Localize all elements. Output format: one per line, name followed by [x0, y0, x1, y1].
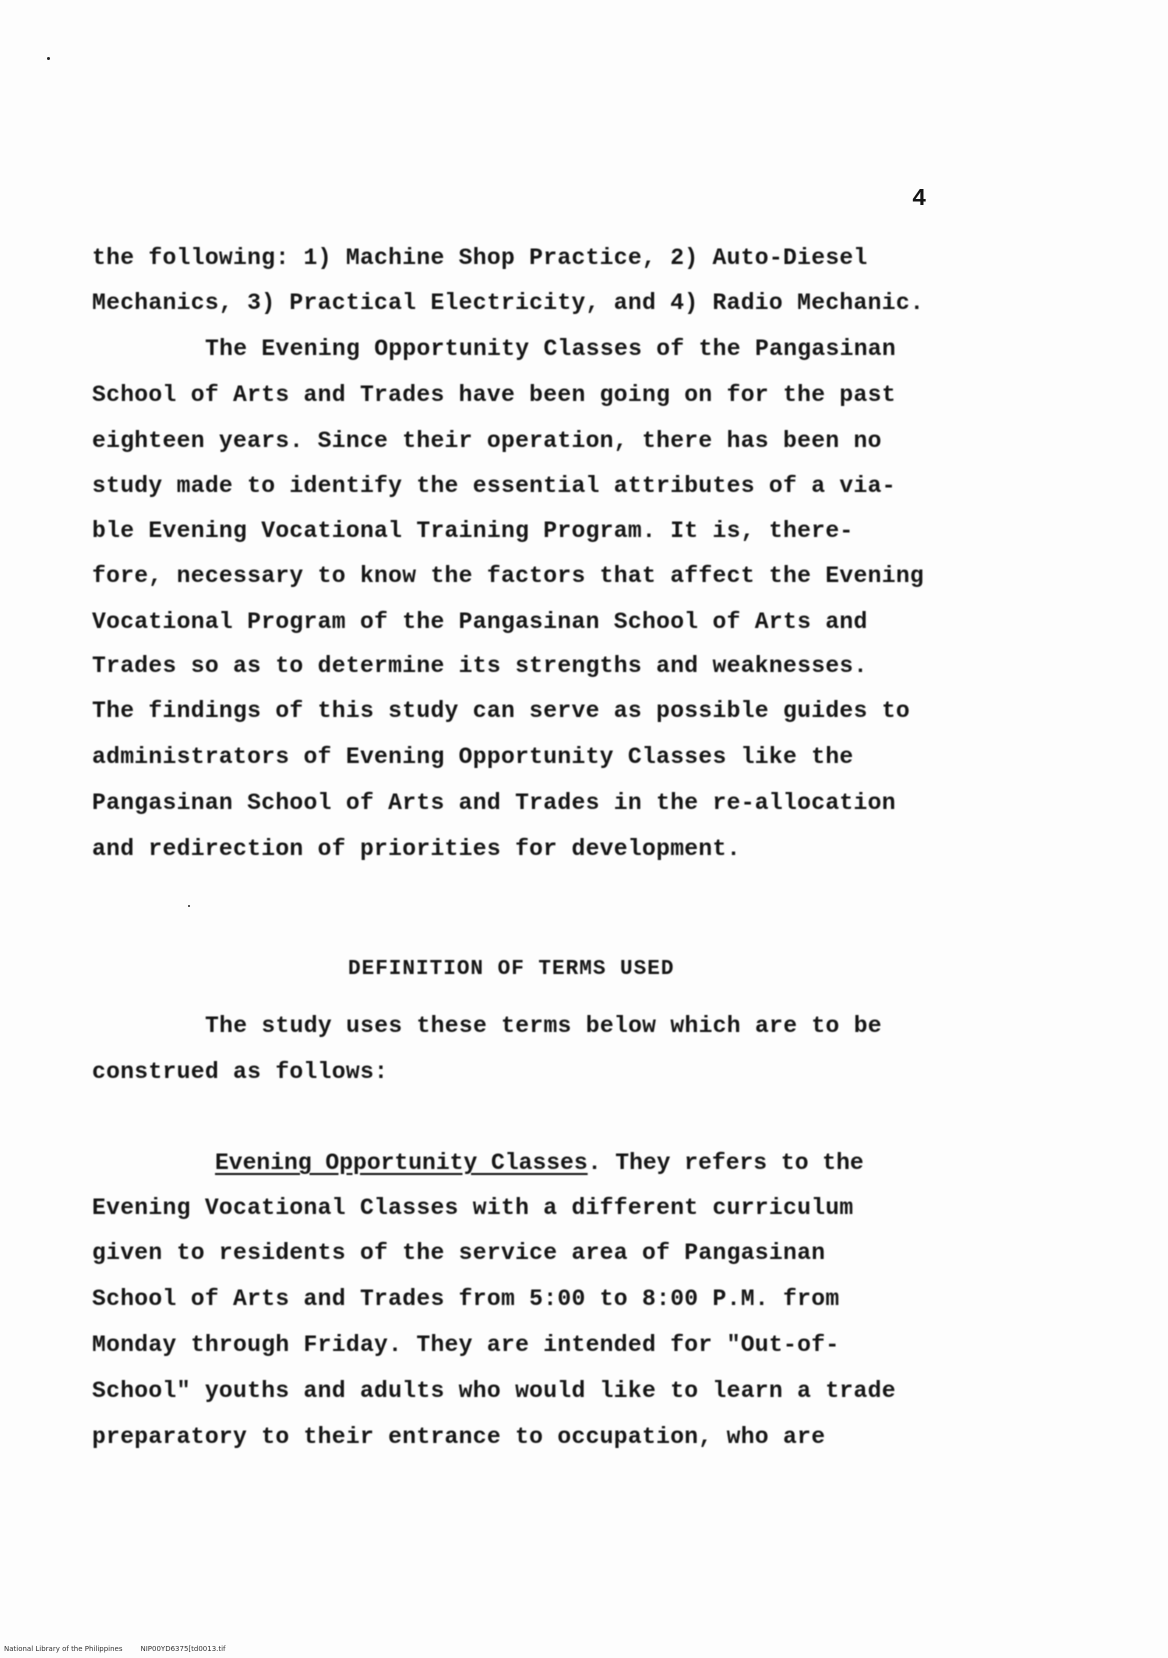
page-number: 4	[912, 186, 927, 213]
paragraph-1-line-2: Mechanics, 3) Practical Electricity, and 4) Radio Mechanic.	[92, 290, 925, 316]
paragraph-4-line-5: School" youths and adults who would like to learn a trade	[92, 1378, 896, 1404]
paragraph-2-line-5: ble Evening Vocational Training Program. It is, there-	[92, 518, 854, 544]
scan-footer	[4, 1645, 226, 1653]
footer-filename: NIP00YD6375[td0013.tif	[140, 1645, 226, 1653]
paragraph-2-line-1: The Evening Opportunity Classes of the Pangasinan	[205, 336, 897, 362]
scan-speck	[188, 905, 190, 907]
paragraph-4-line-4: Monday through Friday. They are intended for "Out-of-	[92, 1332, 840, 1358]
paragraph-2-line-8: Trades so as to determine its strengths and weaknesses.	[92, 653, 868, 679]
paragraph-1-line-1: the following: 1) Machine Shop Practice, 2) Auto-Diesel	[92, 245, 868, 271]
paragraph-2-line-7: Vocational Program of the Pangasinan School of Arts and	[92, 609, 868, 635]
paragraph-2-line-10: administrators of Evening Opportunity Classes like the	[92, 744, 854, 770]
paragraph-2-line-12: and redirection of priorities for development.	[92, 836, 741, 862]
paragraph-2-line-4: study made to identify the essential attributes of a via-	[92, 473, 896, 499]
paragraph-4-line-6: preparatory to their entrance to occupation, who are	[92, 1424, 826, 1450]
paragraph-2-line-3: eighteen years. Since their operation, there has been no	[92, 428, 882, 454]
paragraph-4-line-3: School of Arts and Trades from 5:00 to 8:00 P.M. from	[92, 1286, 840, 1312]
paragraph-4-line-1: Evening Vocational Classes with a different curriculum	[92, 1195, 854, 1221]
paragraph-3-line-1: The study uses these terms below which are to be	[205, 1013, 882, 1039]
term-lead: . They refers to the	[587, 1150, 864, 1176]
paragraph-2-line-6: fore, necessary to know the factors that affect the Evening	[92, 563, 925, 589]
paragraph-2-line-11: Pangasinan School of Arts and Trades in the re-allocation	[92, 790, 896, 816]
paragraph-2-line-2: School of Arts and Trades have been going on for the past	[92, 382, 896, 408]
term-title: Evening Opportunity Classes	[215, 1150, 588, 1176]
paragraph-2-line-9: The findings of this study can serve as possible guides to	[92, 698, 910, 724]
term-definition-line	[215, 1150, 864, 1176]
footer-library: National Library of the Philippines	[4, 1645, 123, 1653]
paragraph-3-line-2: construed as follows:	[92, 1059, 389, 1085]
paragraph-4-line-2: given to residents of the service area of Pangasinan	[92, 1240, 826, 1266]
scan-speck	[47, 57, 50, 60]
section-heading: DEFINITION OF TERMS USED	[348, 958, 675, 981]
